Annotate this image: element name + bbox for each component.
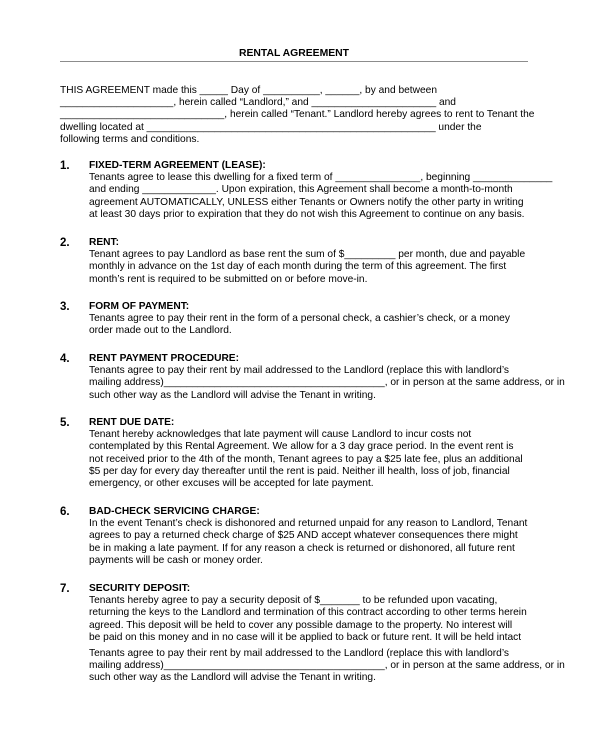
section-line: at least 30 days prior to expiration that they do not wish this Agreement to continue on any basis. bbox=[89, 208, 525, 220]
section-heading: BAD-CHECK SERVICING CHARGE: bbox=[89, 506, 260, 517]
section-number: 7. bbox=[60, 583, 70, 595]
section-line: Tenant agrees to pay Landlord as base rent the sum of $_________ per month, due and payable bbox=[89, 249, 526, 261]
section-line: $5 per day for every day thereafter until the rent is paid. Neither ill health, loss of job, financial bbox=[89, 465, 510, 477]
section-line: not received prior to the 4th of the month, Tenant agrees to pay a $25 late fee, plus an additional bbox=[89, 453, 523, 465]
section-line: Tenant hereby acknowledges that late payment will cause Landlord to incur costs not bbox=[89, 429, 472, 441]
section-line: emergency, or other excuses will be accepted for late payment. bbox=[89, 478, 374, 490]
section-rent-payment-procedure bbox=[60, 353, 565, 402]
section-heading: RENT: bbox=[89, 237, 119, 248]
section-line: Tenants agree to pay their rent by mail addressed to the Landlord (replace this with landlord’s bbox=[89, 365, 510, 377]
section-number: 5. bbox=[60, 417, 70, 429]
section-line: agrees to pay a returned check charge of $25 AND accept whatever consequences there might bbox=[89, 530, 518, 542]
section-line: agreement AUTOMATICALLY, UNLESS either Tenants or Owners notify the other party in writing bbox=[89, 196, 524, 208]
section-line: contemplated by this Rental Agreement. We allow for a 3 day grace period. In the event rent is bbox=[89, 441, 514, 453]
title-divider bbox=[60, 61, 528, 62]
section-line: Tenants agree to pay their rent by mail addressed to the Landlord (replace this with landlord’s bbox=[89, 648, 510, 660]
section-heading: SECURITY DEPOSIT: bbox=[89, 583, 191, 594]
section-number: 1. bbox=[60, 160, 70, 172]
intro-line: dwelling located at ___________________________________________________ under the bbox=[60, 121, 482, 133]
section-line: such other way as the Landlord will advise the Tenant in writing. bbox=[89, 389, 376, 401]
section-line: be paid on this money and in no case will it be applied to back or future rent. It will be held intact bbox=[89, 631, 522, 643]
section-line: agreed. This deposit will be held to cover any possible damage to the property. No interest will bbox=[89, 619, 513, 631]
intro-line: THIS AGREEMENT made this _____ Day of __________, ______, by and between bbox=[60, 85, 437, 96]
intro-line: _____________________________, herein called “Tenant.” Landlord hereby agrees to rent to Tenant the bbox=[60, 109, 535, 121]
section-line: month’s rent is required to be submitted on or before move-in. bbox=[89, 273, 368, 285]
section-line: mailing address)_______________________________________, or in person at the same address, or in bbox=[89, 377, 565, 389]
section-fixed-term bbox=[60, 160, 553, 221]
section-number: 2. bbox=[60, 237, 70, 249]
section-line: Tenants agree to pay their rent in the form of a personal check, a cashier’s check, or a money bbox=[89, 313, 510, 325]
section-line: such other way as the Landlord will advise the Tenant in writing. bbox=[89, 672, 376, 684]
section-heading: RENT DUE DATE: bbox=[89, 417, 175, 428]
section-heading: FORM OF PAYMENT: bbox=[89, 301, 190, 312]
section-line: In the event Tenant’s check is dishonored and returned unpaid for any reason to Landlord, Tenant bbox=[89, 518, 528, 530]
section-security-deposit bbox=[60, 583, 565, 685]
section-number: 6. bbox=[60, 506, 70, 518]
section-form-of-payment bbox=[60, 301, 550, 338]
section-line: mailing address)_______________________________________, or in person at the same address, or in bbox=[89, 660, 565, 672]
document-title: RENTAL AGREEMENT bbox=[238, 48, 350, 59]
section-heading: RENT PAYMENT PROCEDURE: bbox=[89, 353, 239, 364]
section-line: Tenants hereby agree to pay a security deposit of $_______ to be refunded upon vacating, bbox=[89, 595, 498, 607]
section-heading: FIXED-TERM AGREEMENT (LEASE): bbox=[89, 160, 266, 171]
intro-line: following terms and conditions. bbox=[60, 133, 200, 145]
section-number: 3. bbox=[60, 301, 70, 313]
intro-line: ____________________, herein called “Landlord,” and ______________________ and bbox=[60, 97, 456, 109]
section-line: order made out to the Landlord. bbox=[89, 325, 232, 337]
section-line: Tenants agree to lease this dwelling for a fixed term of _______________, beginning ______________ bbox=[89, 172, 553, 184]
section-line: and ending _____________. Upon expiration, this Agreement shall become a month-to-month bbox=[89, 184, 513, 196]
section-line: payments will be cash or money order. bbox=[89, 554, 263, 566]
section-line: monthly in advance on the 1st day of each month during the term of this agreement. The first bbox=[89, 261, 507, 273]
section-number: 4. bbox=[60, 353, 70, 365]
section-rent-due-date bbox=[60, 417, 550, 490]
section-bad-check-charge bbox=[60, 506, 550, 567]
section-rent bbox=[60, 237, 550, 286]
section-line: be in making a late payment. If for any reason a check is returned or dishonored, all future rent bbox=[89, 542, 515, 554]
section-line: returning the keys to the Landlord and termination of this contract according to other terms herein bbox=[89, 607, 527, 619]
intro-paragraph bbox=[60, 85, 538, 146]
